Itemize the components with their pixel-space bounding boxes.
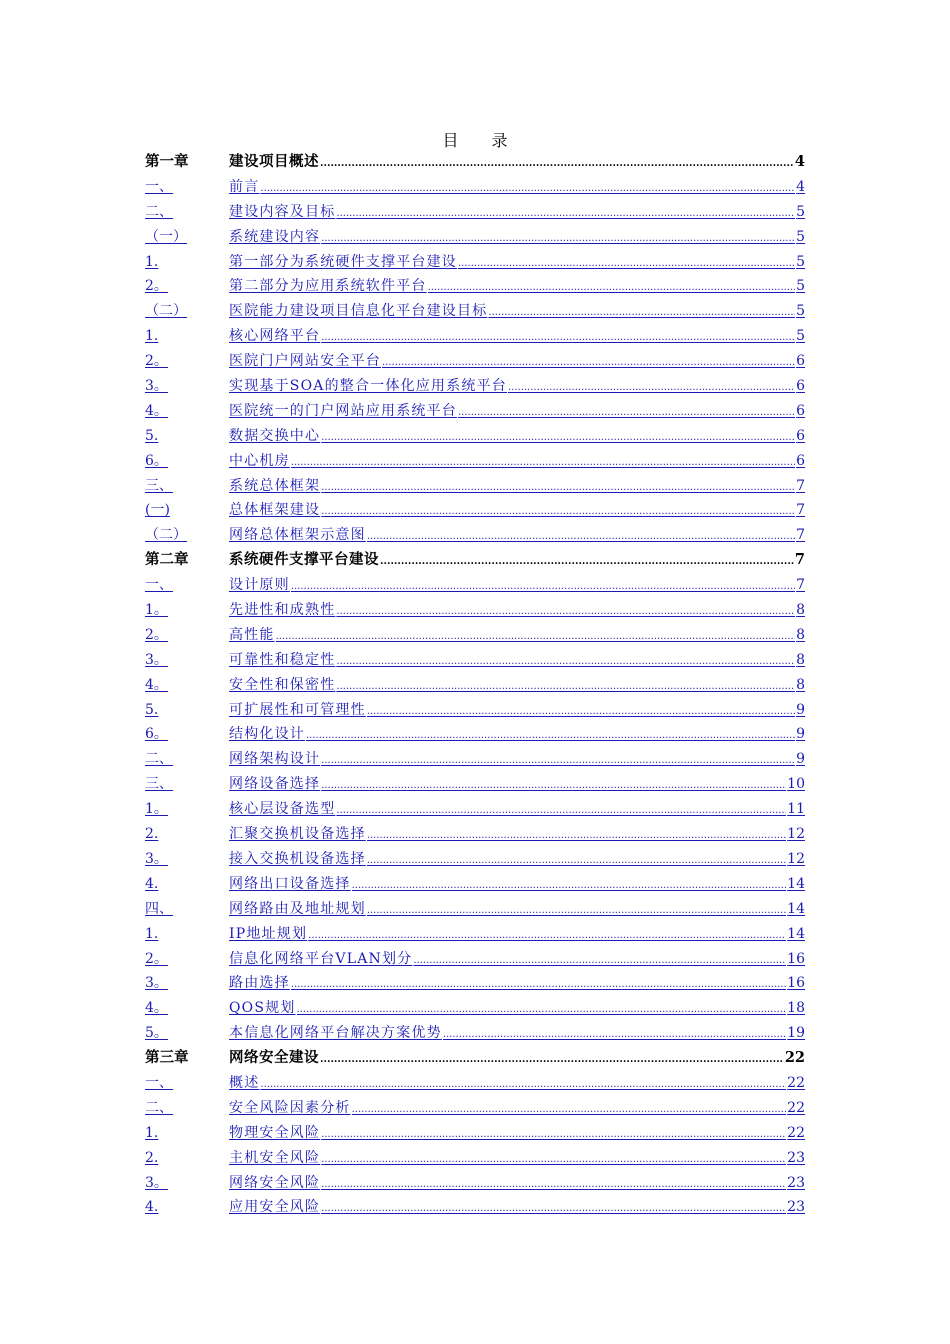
- toc-entry-page-number: 7: [796, 577, 805, 594]
- toc-entry[interactable]: [145, 922, 805, 947]
- toc-entry-title: 网络总体框架示意图: [229, 527, 366, 544]
- toc-dot-leader: [336, 598, 795, 623]
- toc-entry-number: 5.: [145, 701, 159, 718]
- toc-entry-number: （二）: [145, 303, 187, 320]
- toc-title: 目 录: [442, 131, 522, 150]
- toc-entry-number: 二、: [145, 203, 173, 220]
- toc-entry[interactable]: [145, 1195, 805, 1220]
- toc-entry-page-number: 23: [787, 1199, 805, 1216]
- toc-entry[interactable]: [145, 947, 805, 972]
- toc-dot-leader: [321, 474, 795, 499]
- toc-dot-leader: [336, 200, 795, 225]
- toc-chapter-entry[interactable]: [145, 150, 805, 175]
- toc-entry-number: 1.: [145, 1124, 159, 1141]
- toc-entry[interactable]: [145, 1146, 805, 1171]
- toc-entry[interactable]: [145, 847, 805, 872]
- toc-entry-number: 第三章: [145, 1049, 189, 1067]
- toc-entry-page-number: 14: [787, 900, 805, 917]
- toc-dot-leader: [321, 424, 795, 449]
- toc-entry-number: 5.: [145, 427, 159, 444]
- toc-dot-leader: [321, 1195, 786, 1220]
- toc-entry[interactable]: [145, 399, 805, 424]
- toc-entry-page-number: 6: [796, 378, 805, 395]
- toc-dot-leader: [321, 1146, 786, 1171]
- toc-entry-number: 2。: [145, 278, 168, 295]
- toc-entry-title: 概述: [229, 1074, 260, 1091]
- toc-entry-number: 4.: [145, 875, 159, 892]
- toc-entry-page-number: 7: [794, 551, 805, 569]
- toc-entry[interactable]: [145, 449, 805, 474]
- toc-entry-title: 接入交换机设备选择: [229, 850, 366, 867]
- toc-dot-leader: [508, 374, 795, 399]
- toc-entry-title: 核心网络平台: [229, 328, 321, 345]
- toc-entry[interactable]: [145, 623, 805, 648]
- toc-entry-number: 2。: [145, 353, 168, 370]
- toc-entry[interactable]: [145, 598, 805, 623]
- toc-entry-number: 第二章: [145, 551, 189, 569]
- toc-entry[interactable]: [145, 498, 805, 523]
- toc-entry-title: 先进性和成熟性: [229, 602, 336, 619]
- toc-dot-leader: [297, 996, 787, 1021]
- toc-entry-title: 建设项目概述: [229, 153, 319, 170]
- toc-dot-leader: [291, 573, 795, 598]
- toc-entry-page-number: 5: [796, 328, 805, 345]
- toc-entry-title: 系统总体框架: [229, 477, 321, 494]
- toc-dot-leader: [291, 971, 786, 996]
- toc-entry[interactable]: [145, 971, 805, 996]
- toc-entry[interactable]: [145, 1071, 805, 1096]
- toc-dot-leader: [413, 947, 786, 972]
- toc-entry-page-number: 4: [794, 153, 805, 170]
- toc-entry-title: QOS规划: [229, 1000, 296, 1017]
- toc-entry-title: 总体框架建设: [229, 502, 321, 519]
- toc-dot-leader: [367, 523, 795, 548]
- toc-entry-number: 4。: [145, 676, 168, 693]
- toc-dot-leader: [321, 324, 795, 349]
- toc-entry-title: 前言: [229, 178, 260, 195]
- toc-entry-title: 医院门户网站安全平台: [229, 353, 381, 370]
- toc-dot-leader: [382, 349, 795, 374]
- toc-entry-number: 1.: [145, 253, 159, 270]
- toc-entry[interactable]: [145, 225, 805, 250]
- toc-entry-number: （一）: [145, 228, 187, 245]
- toc-entry-page-number: 6: [796, 402, 805, 419]
- toc-entry-number: 3。: [145, 850, 168, 867]
- toc-entry-title: 系统建设内容: [229, 228, 321, 245]
- toc-entry-number: 6。: [145, 452, 168, 469]
- toc-dot-leader: [276, 623, 795, 648]
- toc-dot-leader: [321, 747, 795, 772]
- toc-entry[interactable]: [145, 250, 805, 275]
- toc-dot-leader: [458, 399, 795, 424]
- toc-entry-number: 一、: [145, 1074, 173, 1091]
- toc-entry-page-number: 18: [787, 1000, 805, 1017]
- toc-entry-page-number: 7: [796, 527, 805, 544]
- toc-entry-number: 2.: [145, 1149, 159, 1166]
- toc-entry-page-number: 16: [787, 950, 805, 967]
- toc-entry-title: 网络安全风险: [229, 1174, 321, 1191]
- toc-entry-title: 高性能: [229, 626, 275, 643]
- toc-entry-page-number: 6: [796, 353, 805, 370]
- toc-dot-leader: [321, 498, 795, 523]
- toc-dot-leader: [321, 772, 786, 797]
- toc-entry[interactable]: [145, 822, 805, 847]
- toc-entry-title: 物理安全风险: [229, 1124, 321, 1141]
- toc-entry-number: 1.: [145, 925, 159, 942]
- toc-entry-page-number: 23: [787, 1174, 805, 1191]
- toc-entry-page-number: 12: [787, 826, 805, 843]
- toc-entry-title: 实现基于SOA的整合一体化应用系统平台: [229, 378, 507, 395]
- toc-dot-leader: [260, 175, 795, 200]
- toc-entry-title: 信息化网络平台VLAN划分: [229, 950, 413, 967]
- toc-entry-title: 网络安全建设: [229, 1049, 319, 1067]
- toc-dot-leader: [367, 847, 786, 872]
- toc-entry-number: 3。: [145, 651, 168, 668]
- toc-entry[interactable]: [145, 299, 805, 324]
- toc-entry-title: 第一部分为系统硬件支撑平台建设: [229, 253, 457, 270]
- toc-entry-number: 二、: [145, 751, 173, 768]
- toc-entry-number: 4.: [145, 1199, 159, 1216]
- toc-dot-leader: [443, 1021, 786, 1046]
- toc-entry-number: 1。: [145, 602, 168, 619]
- toc-entry-page-number: 8: [796, 626, 805, 643]
- toc-entry-title: 可扩展性和可管理性: [229, 701, 366, 718]
- toc-entry-title: 医院能力建设项目信息化平台建设目标: [229, 303, 488, 320]
- toc-entry-number: 四、: [145, 900, 173, 917]
- toc-dot-leader: [336, 797, 786, 822]
- toc-dot-leader: [260, 1071, 786, 1096]
- toc-entry-page-number: 5: [796, 253, 805, 270]
- toc-entry-page-number: 16: [787, 975, 805, 992]
- toc-dot-leader: [367, 897, 786, 922]
- toc-dot-leader: [321, 1121, 786, 1146]
- toc-dot-leader: [352, 872, 787, 897]
- toc-entry-page-number: 8: [796, 676, 805, 693]
- toc-entry-title: 中心机房: [229, 452, 290, 469]
- toc-entry-title: 主机安全风险: [229, 1149, 321, 1166]
- toc-entry-page-number: 22: [787, 1124, 805, 1141]
- toc-dot-leader: [321, 1171, 786, 1196]
- toc-dot-leader: [428, 274, 795, 299]
- toc-entry[interactable]: [145, 1171, 805, 1196]
- toc-entry-page-number: 23: [787, 1149, 805, 1166]
- toc-dot-leader: [367, 822, 786, 847]
- toc-entry[interactable]: [145, 349, 805, 374]
- toc-dot-leader: [321, 225, 795, 250]
- toc-entry-page-number: 14: [787, 875, 805, 892]
- toc-entry-number: 一、: [145, 178, 173, 195]
- toc-dot-leader: [320, 150, 794, 175]
- toc-entry-page-number: 19: [787, 1025, 805, 1042]
- toc-entry-page-number: 5: [796, 228, 805, 245]
- toc-entry-title: 网络路由及地址规划: [229, 900, 366, 917]
- toc-entry[interactable]: [145, 648, 805, 673]
- toc-entry-number: 5。: [145, 1025, 168, 1042]
- toc-entry-page-number: 9: [796, 726, 805, 743]
- toc-dot-leader: [308, 922, 786, 947]
- toc-entry-page-number: 6: [796, 452, 805, 469]
- toc-entry-title: 网络设备选择: [229, 776, 321, 793]
- toc-entry[interactable]: [145, 523, 805, 548]
- toc-entry-number: 3。: [145, 1174, 168, 1191]
- toc-entry[interactable]: [145, 1021, 805, 1046]
- toc-entry[interactable]: [145, 424, 805, 449]
- toc-entry-number: 1。: [145, 801, 168, 818]
- toc-entry-page-number: 10: [787, 776, 805, 793]
- toc-entry-title: 网络出口设备选择: [229, 875, 351, 892]
- toc-dot-leader: [458, 250, 795, 275]
- toc-entry-title: 应用安全风险: [229, 1199, 321, 1216]
- toc-entry-title: 网络架构设计: [229, 751, 321, 768]
- toc-entry-number: 6。: [145, 726, 168, 743]
- toc-entry[interactable]: [145, 573, 805, 598]
- toc-entry-title: 建设内容及目标: [229, 203, 336, 220]
- toc-entry-number: 三、: [145, 477, 173, 494]
- toc-entry-title: IP地址规划: [229, 925, 308, 942]
- toc-entry-number: 三、: [145, 776, 173, 793]
- toc-entry[interactable]: [145, 474, 805, 499]
- toc-entry[interactable]: [145, 996, 805, 1021]
- toc-entry[interactable]: [145, 175, 805, 200]
- toc-chapter-entry[interactable]: [145, 1046, 805, 1071]
- toc-entry[interactable]: [145, 698, 805, 723]
- toc-entry-number: (一): [145, 502, 170, 519]
- toc-entry-number: 2.: [145, 826, 159, 843]
- toc-entry-title: 设计原则: [229, 577, 290, 594]
- toc-entry-page-number: 9: [796, 701, 805, 718]
- toc-entry[interactable]: [145, 1121, 805, 1146]
- toc-entry-number: 4。: [145, 402, 168, 419]
- toc-entry-number: 二、: [145, 1099, 173, 1116]
- toc-entry-title: 系统硬件支撑平台建设: [229, 551, 379, 569]
- toc-entry[interactable]: [145, 274, 805, 299]
- toc-entry-title: 核心层设备选型: [229, 801, 336, 818]
- toc-entry-number: 一、: [145, 577, 173, 594]
- toc-entry-page-number: 22: [784, 1049, 805, 1067]
- toc-entry-page-number: 8: [796, 602, 805, 619]
- toc-entry-title: 医院统一的门户网站应用系统平台: [229, 402, 457, 419]
- toc-entry[interactable]: [145, 797, 805, 822]
- toc-entry-number: 第一章: [145, 153, 189, 170]
- toc-entry-title: 可靠性和稳定性: [229, 651, 336, 668]
- toc-entry-title: 数据交换中心: [229, 427, 321, 444]
- toc-entry[interactable]: [145, 897, 805, 922]
- toc-entry[interactable]: [145, 324, 805, 349]
- toc-dot-leader: [336, 673, 795, 698]
- toc-entry-page-number: 5: [796, 203, 805, 220]
- toc-entry[interactable]: [145, 673, 805, 698]
- toc-entry[interactable]: [145, 872, 805, 897]
- toc-entry-title: 安全风险因素分析: [229, 1099, 351, 1116]
- toc-dot-leader: [291, 449, 795, 474]
- toc-entry-title: 第二部分为应用系统软件平台: [229, 278, 427, 295]
- toc-entry-number: （二）: [145, 527, 187, 544]
- toc-entry-page-number: 4: [796, 178, 805, 195]
- toc-entry-page-number: 7: [796, 477, 805, 494]
- toc-entry-page-number: 7: [796, 502, 805, 519]
- toc-entry-page-number: 5: [796, 278, 805, 295]
- toc-entry[interactable]: [145, 772, 805, 797]
- toc-entry-page-number: 6: [796, 427, 805, 444]
- toc-dot-leader: [380, 548, 794, 573]
- toc-entry-page-number: 12: [787, 850, 805, 867]
- toc-entry-title: 安全性和保密性: [229, 676, 336, 693]
- toc-entry-page-number: 8: [796, 651, 805, 668]
- toc-entry-number: 2。: [145, 950, 168, 967]
- toc-entry-number: 1.: [145, 328, 159, 345]
- toc-entry-page-number: 22: [787, 1099, 805, 1116]
- toc-list: [145, 150, 805, 1220]
- toc-dot-leader: [336, 648, 795, 673]
- toc-entry-number: 3。: [145, 975, 168, 992]
- toc-dot-leader: [352, 1096, 787, 1121]
- toc-entry[interactable]: [145, 200, 805, 225]
- toc-entry-page-number: 14: [787, 925, 805, 942]
- toc-dot-leader: [306, 722, 795, 747]
- toc-entry-title: 结构化设计: [229, 726, 305, 743]
- toc-entry-page-number: 5: [796, 303, 805, 320]
- toc-chapter-entry[interactable]: [145, 548, 805, 573]
- toc-dot-leader: [320, 1046, 784, 1071]
- toc-entry-number: 3。: [145, 378, 168, 395]
- toc-entry-title: 本信息化网络平台解决方案优势: [229, 1025, 442, 1042]
- toc-dot-leader: [488, 299, 795, 324]
- toc-dot-leader: [367, 698, 795, 723]
- toc-entry[interactable]: [145, 374, 805, 399]
- toc-entry-page-number: 11: [787, 801, 805, 818]
- toc-entry[interactable]: [145, 1096, 805, 1121]
- toc-entry-page-number: 22: [787, 1074, 805, 1091]
- toc-entry-title: 汇聚交换机设备选择: [229, 826, 366, 843]
- toc-entry-number: 2。: [145, 626, 168, 643]
- toc-entry-number: 4。: [145, 1000, 168, 1017]
- toc-entry-title: 路由选择: [229, 975, 290, 992]
- toc-entry-page-number: 9: [796, 751, 805, 768]
- toc-entry[interactable]: [145, 747, 805, 772]
- toc-entry[interactable]: [145, 722, 805, 747]
